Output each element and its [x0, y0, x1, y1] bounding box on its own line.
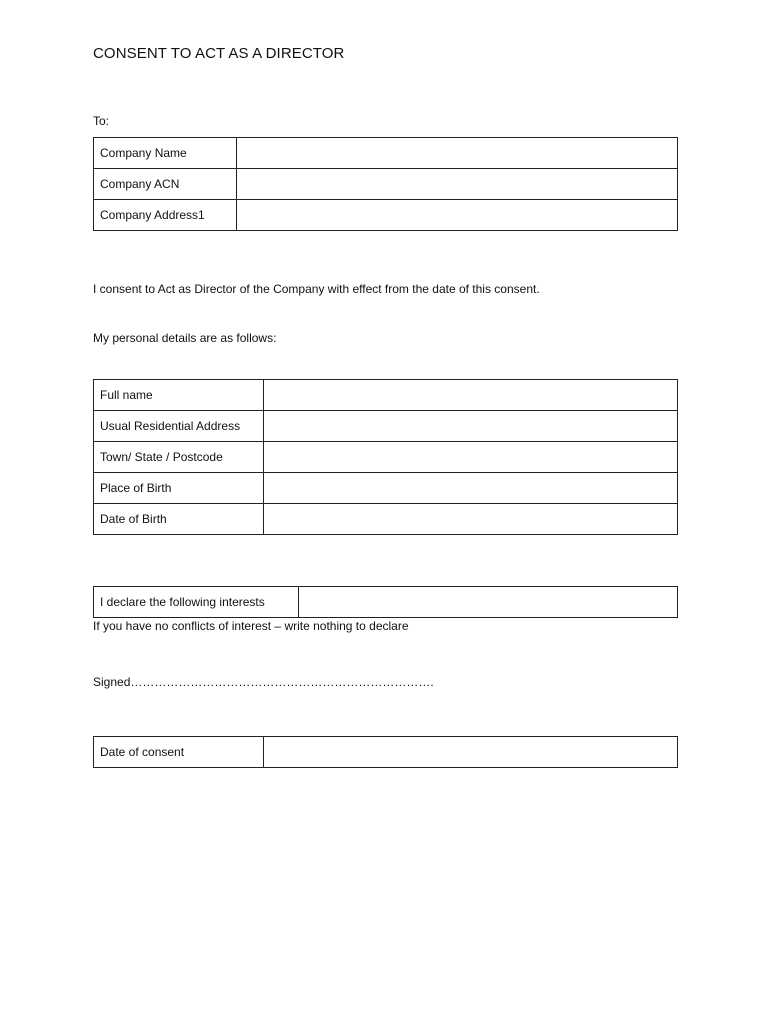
town-state-postcode-label: Town/ State / Postcode: [94, 442, 264, 473]
full-name-cell: [264, 380, 678, 411]
company-acn-cell: [237, 169, 678, 200]
date-of-consent-table: [93, 736, 678, 768]
table-row: [94, 473, 678, 504]
residential-address-cell: [264, 411, 678, 442]
table-row: [94, 411, 678, 442]
company-acn-label: Company ACN: [94, 169, 237, 200]
interests-label: I declare the following interests: [94, 587, 299, 618]
date-of-consent-field[interactable]: [264, 737, 677, 767]
page-title: CONSENT TO ACT AS A DIRECTOR: [93, 45, 345, 62]
table-row: [94, 200, 678, 231]
place-of-birth-field[interactable]: [264, 473, 677, 503]
interests-note: If you have no conflicts of interest – write nothing to declare: [93, 619, 409, 633]
personal-details-table: [93, 379, 678, 535]
interests-table: [93, 586, 678, 618]
company-address-field[interactable]: [237, 200, 677, 230]
full-name-label: Full name: [94, 380, 264, 411]
company-table: [93, 137, 678, 231]
date-of-birth-label: Date of Birth: [94, 504, 264, 535]
place-of-birth-cell: [264, 473, 678, 504]
town-state-postcode-field[interactable]: [264, 442, 677, 472]
town-state-postcode-cell: [264, 442, 678, 473]
table-row: [94, 587, 678, 618]
table-row: [94, 380, 678, 411]
date-of-consent-cell: [264, 737, 678, 768]
company-acn-field[interactable]: [237, 169, 677, 199]
residential-address-field[interactable]: [264, 411, 677, 441]
company-name-label: Company Name: [94, 138, 237, 169]
full-name-field[interactable]: [264, 380, 677, 410]
signature-line[interactable]: Signed………………………………………………………………….: [93, 675, 434, 689]
company-address-cell: [237, 200, 678, 231]
interests-cell: [299, 587, 678, 618]
interests-field[interactable]: [299, 587, 677, 617]
date-of-birth-cell: [264, 504, 678, 535]
consent-statement: I consent to Act as Director of the Company with effect from the date of this consent.: [93, 282, 540, 296]
table-row: [94, 169, 678, 200]
company-address-label: Company Address1: [94, 200, 237, 231]
table-row: [94, 737, 678, 768]
company-name-cell: [237, 138, 678, 169]
to-label: To:: [93, 114, 110, 128]
personal-details-intro: My personal details are as follows:: [93, 331, 277, 345]
table-row: [94, 442, 678, 473]
residential-address-label: Usual Residential Address: [94, 411, 264, 442]
date-of-birth-field[interactable]: [264, 504, 677, 534]
table-row: [94, 504, 678, 535]
place-of-birth-label: Place of Birth: [94, 473, 264, 504]
table-row: [94, 138, 678, 169]
date-of-consent-label: Date of consent: [94, 737, 264, 768]
company-name-field[interactable]: [237, 138, 677, 168]
